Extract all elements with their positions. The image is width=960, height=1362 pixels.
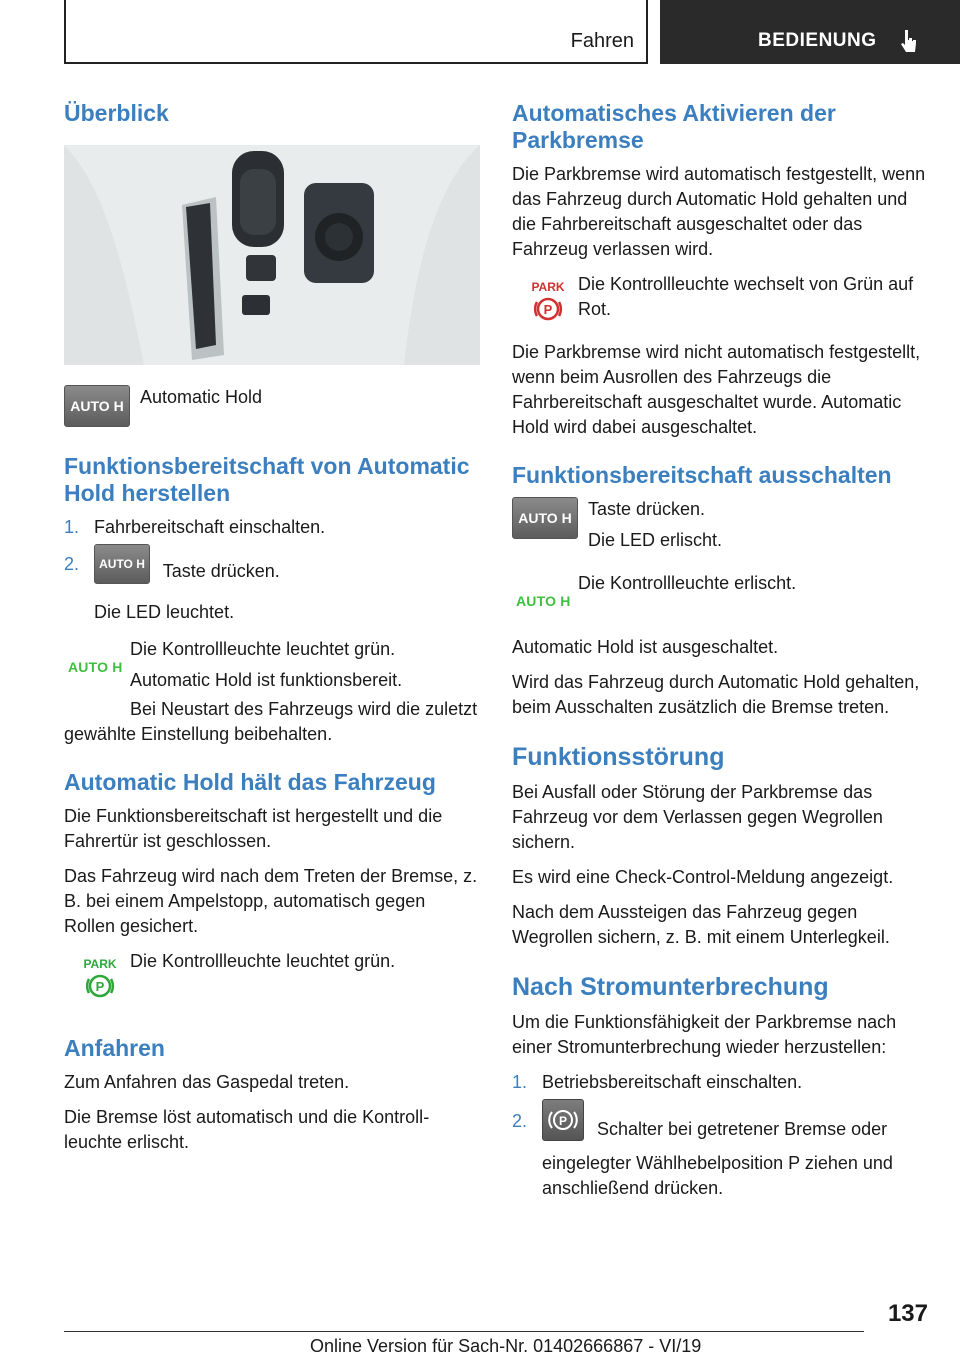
fault-heading: Funktionsstörung: [512, 743, 725, 771]
autoh-button-icon: AUTO H: [512, 497, 578, 539]
step-text: Betriebsbereitschaft einschalten.: [542, 1072, 803, 1092]
ready-heading: Funktionsbereitschaft von Automatic Hold herstellen: [64, 453, 470, 506]
autoh-button-icon: AUTO H: [64, 385, 130, 427]
auto-paragraph-2: Die Parkbremse wird nicht automatisch festgestellt, wenn beim Ausrollen des Fahrzeugs die Fahrbereitschaft ausgeschaltet wurde. Automatic Hold wird dabei ausgeschaltet.: [512, 342, 921, 437]
park-indicator-icon: PARK P: [518, 280, 578, 327]
page-number: 137: [887, 1300, 928, 1327]
step-text: Schalter bei getretener Bremse oder eingelegter Wählhebelposition P ziehen und anschließend drücken.: [542, 1118, 893, 1198]
press-text: Taste drücken.: [588, 499, 706, 519]
hold-heading: Automatic Hold hält das Fahrzeug: [64, 769, 436, 795]
step-number: 1.: [64, 517, 80, 537]
step-text: Taste drücken.: [162, 560, 280, 581]
autoh-indicator-icon: AUTO H: [516, 593, 571, 609]
start-paragraph-2: Die Bremse löst automatisch und die Kontrollleuchte erlischt.: [64, 1107, 430, 1152]
park-red-row: [512, 272, 928, 322]
restart-text: Bei Neustart des Fahrzeugs wird die zuletzt gewählte Einstellung beibehalten.: [64, 699, 478, 744]
power-steps: [512, 1070, 928, 1201]
off-paragraph-2: Wird das Fahrzeug durch Automatic Hold gehalten, beim Ausschalten zusätzlich die Bremse treten.: [512, 672, 920, 717]
list-item: [64, 552, 480, 625]
list-item: [64, 515, 480, 540]
parking-brake-icon: [533, 294, 563, 324]
led-on-text: Die LED leuchtet.: [94, 602, 235, 622]
footer-divider: [64, 1331, 864, 1332]
autoh-indicator-row: [64, 637, 480, 693]
lamp-green-text: Die Kontrollleuchte leuchtet grün.: [130, 639, 396, 659]
fault-paragraph-3: Nach dem Aussteigen das Fahrzeug gegen Wegrollen sichern, z. B. mit einem Unterlegkeil.: [512, 902, 890, 947]
autoh-off-row: [512, 497, 928, 553]
park-indicator-icon: PARK P: [70, 957, 130, 1004]
section-title: Fahren: [570, 30, 634, 52]
fault-paragraph-2: Es wird eine Check-Control-Meldung angezeigt.: [512, 867, 894, 887]
hold-paragraph-2: Das Fahrzeug wird nach dem Treten der Bremse, z. B. bei einem Ampelstopp, automatisch gegen Rollen gesichert.: [64, 866, 478, 936]
parking-switch-icon: [542, 1099, 584, 1141]
step-text: Fahrbereitschaft einschalten.: [94, 517, 326, 537]
list-item: [512, 1109, 928, 1201]
step-number: 1.: [512, 1072, 528, 1092]
online-version-text: Online Version für Sach-Nr. 01402666867 - VI/19: [310, 1336, 702, 1356]
right-column: [512, 100, 928, 1213]
autoh-legend-row: [64, 385, 480, 431]
hold-paragraph-1: Die Funktionsbereitschaft ist hergestellt und die Fahrertür ist geschlossen.: [64, 806, 443, 851]
auto-park-heading: Automatisches Aktivieren der Parkbremse: [512, 100, 836, 153]
park-green-row: [64, 949, 480, 995]
power-paragraph-1: Um die Funktionsfähigkeit der Parkbremse nach einer Stromunterbrechung wieder herzustellen:: [512, 1012, 897, 1057]
off-heading: Funktionsbereitschaft ausschalten: [512, 462, 892, 488]
step-number: 2.: [512, 1111, 528, 1131]
autoh-button-icon: AUTO H: [94, 544, 150, 584]
svg-text:P: P: [558, 1114, 568, 1128]
autoh-off-indicator-row: [512, 571, 928, 617]
header-section-box: [64, 0, 648, 64]
lamp-off-text: Die Kontrollleuchte erlischt.: [578, 573, 797, 593]
led-off-text: Die LED erlischt.: [588, 530, 723, 550]
chapter-title: BEDIENUNG: [758, 30, 877, 51]
step-number: 2.: [64, 554, 80, 574]
off-paragraph-1: Automatic Hold ist ausgeschaltet.: [512, 637, 779, 657]
list-item: [512, 1070, 928, 1095]
lamp-change-text: Die Kontrollleuchte wechselt von Grün auf Rot.: [578, 274, 914, 319]
svg-text:P: P: [95, 979, 105, 994]
left-column: [64, 100, 480, 1165]
park-green-text: Die Kontrollleuchte leuchtet grün.: [130, 951, 396, 971]
ready-text: Automatic Hold ist funktionsbereit.: [130, 670, 403, 690]
hand-pointer-icon: [896, 28, 920, 54]
ready-steps: [64, 515, 480, 625]
overview-heading: Überblick: [64, 100, 169, 126]
start-heading: Anfahren: [64, 1035, 165, 1061]
auto-paragraph-1: Die Parkbremse wird automatisch festgestellt, wenn das Fahrzeug durch Automatic Hold gehalten und die Fahrbereitschaft ausgeschaltet oder das Fahrzeug verlassen wird.: [512, 164, 926, 259]
header-chapter-tab: [660, 0, 960, 64]
svg-text:P: P: [543, 302, 553, 317]
center-console-illustration: [64, 145, 480, 365]
fault-paragraph-1: Bei Ausfall oder Störung der Parkbremse das Fahrzeug vor dem Verlassen gegen Wegrollen sichern.: [512, 782, 883, 852]
start-paragraph-1: Zum Anfahren das Gaspedal treten.: [64, 1072, 350, 1092]
power-heading: Nach Stromunterbrechung: [512, 973, 829, 1001]
illustration-label: Automatic Hold: [140, 387, 263, 407]
autoh-indicator-icon: AUTO H: [68, 659, 123, 675]
parking-brake-icon: [85, 971, 115, 1001]
